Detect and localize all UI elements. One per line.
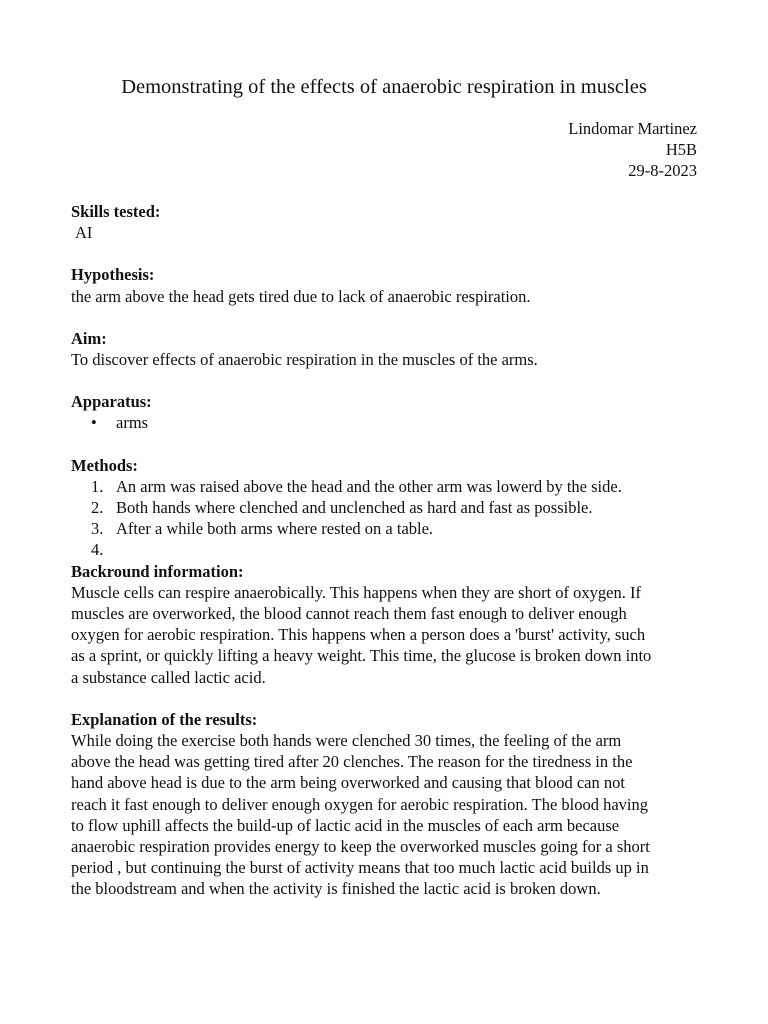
explanation-paragraph <box>71 730 699 900</box>
paragraph-line: Muscle cells can respire anaerobically. This happens when they are short of oxygen. If <box>71 582 641 602</box>
paragraph-line: period , but continuing the burst of activity means that too much lactic acid builds up in <box>71 858 649 878</box>
methods-section <box>71 455 699 561</box>
author-name: Lindomar Martinez <box>568 119 697 138</box>
method-number: 2. <box>91 498 104 518</box>
paragraph-line: a substance called lactic acid. <box>71 667 266 687</box>
hypothesis-text: the arm above the head gets tired due to lack of anaerobic respiration. <box>71 286 531 306</box>
explanation-heading: Explanation of the results: <box>71 709 258 729</box>
hypothesis-heading: Hypothesis: <box>71 265 155 285</box>
paragraph-line: oxygen for aerobic respiration. This happens when a person does a 'burst' activity, such <box>71 625 646 645</box>
list-item <box>71 412 699 433</box>
aim-text: To discover effects of anaerobic respiration in the muscles of the arms. <box>71 350 538 370</box>
list-item <box>71 476 699 497</box>
list-item <box>71 497 699 518</box>
background-paragraph <box>71 582 699 688</box>
apparatus-item-text: arms <box>116 413 149 433</box>
paragraph-line: reach it fast enough to deliver enough oxygen for aerobic respiration. The blood having <box>71 794 649 814</box>
skills-section <box>71 201 699 243</box>
apparatus-list <box>71 412 699 433</box>
method-text: Both hands where clenched and unclenched as hard and fast as possible. <box>116 498 593 518</box>
list-item <box>71 518 699 539</box>
paragraph-line: anaerobic respiration provides energy to keep the overworked muscles going for a short <box>71 837 650 857</box>
skills-heading: Skills tested: <box>71 202 161 221</box>
methods-heading: Methods: <box>71 455 138 475</box>
paragraph-line: While doing the exercise both hands were clenched 30 times, the feeling of the arm <box>71 731 622 751</box>
method-number: 1. <box>91 476 104 496</box>
methods-list <box>71 476 699 561</box>
paragraph-line: the bloodstream and when the activity is finished the lactic acid is broken down. <box>71 879 601 899</box>
paragraph-line: hand above head is due to the arm being overworked and causing that blood can not <box>71 773 625 793</box>
class-code: H5B <box>665 140 697 159</box>
document-title: Demonstrating of the effects of anaerobic respiration in muscles <box>121 76 647 98</box>
author-block <box>568 118 697 181</box>
paragraph-line: above the head was getting tired after 20 clenches. The reason for the tiredness in the <box>71 752 633 772</box>
method-number: 3. <box>91 519 104 539</box>
method-text: An arm was raised above the head and the other arm was lowerd by the side. <box>116 476 622 496</box>
paragraph-line: to flow uphill affects the build-up of lactic acid in the muscles of each arm because <box>71 815 620 835</box>
background-heading: Backround information: <box>71 561 244 581</box>
hypothesis-section <box>71 264 699 306</box>
apparatus-heading: Apparatus: <box>71 392 152 412</box>
background-section <box>71 561 699 688</box>
method-number: 4. <box>91 540 104 560</box>
list-item <box>71 539 699 560</box>
aim-heading: Aim: <box>71 328 107 348</box>
document-body <box>71 201 699 900</box>
method-text: After a while both arms where rested on a table. <box>116 519 434 539</box>
paragraph-line: muscles are overworked, the blood cannot reach them fast enough to deliver enough <box>71 604 627 624</box>
explanation-section <box>71 709 699 900</box>
apparatus-section <box>71 391 699 433</box>
document-date: 29-8-2023 <box>628 161 697 180</box>
aim-section <box>71 328 699 370</box>
paragraph-line: as a sprint, or quickly lifting a heavy weight. This time, the glucose is broken down into <box>71 646 652 666</box>
method-text <box>116 540 120 559</box>
bullet-icon: • <box>91 413 97 433</box>
skills-value: AI <box>75 223 93 243</box>
